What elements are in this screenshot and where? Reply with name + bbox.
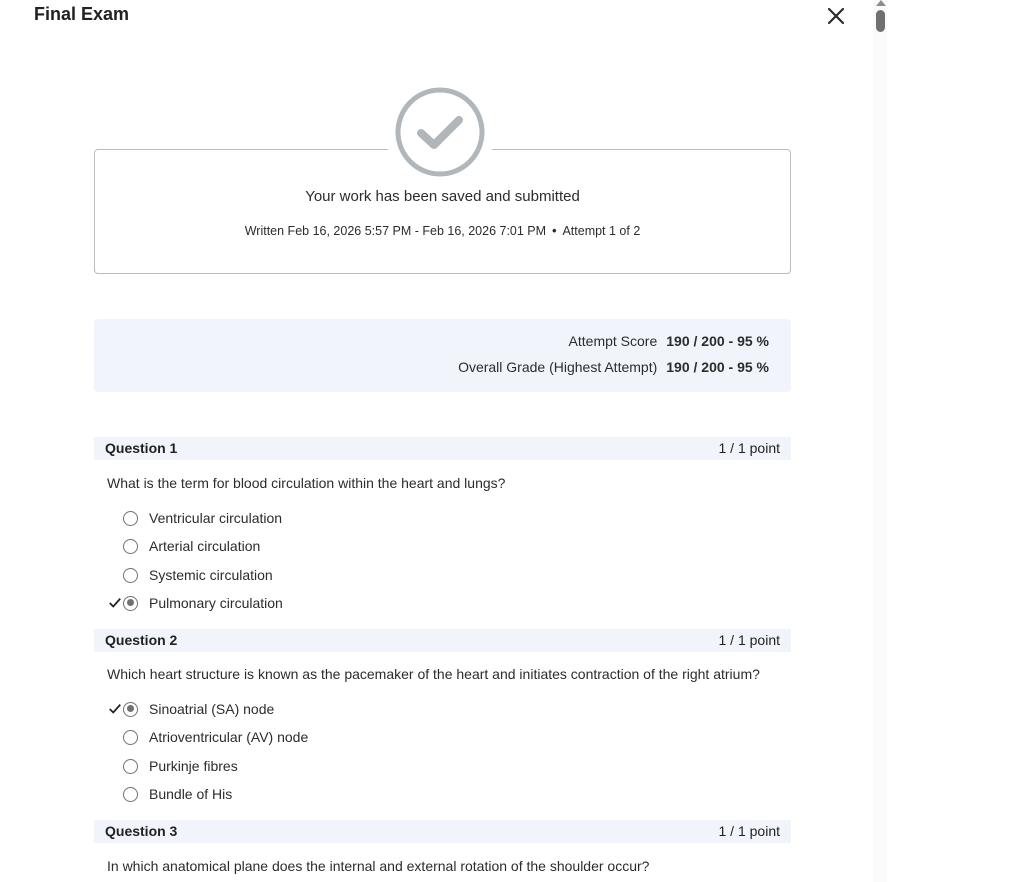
- question-points: 1 / 1 point: [718, 632, 780, 648]
- radio-icon[interactable]: [123, 568, 138, 583]
- question-text: What is the term for blood circulation within the heart and lungs?: [107, 475, 506, 491]
- answer-option[interactable]: [107, 508, 282, 528]
- radio-icon-selected[interactable]: [123, 702, 138, 717]
- question-text: Which heart structure is known as the pacemaker of the heart and initiates contraction of the right atrium?: [107, 666, 760, 682]
- question-points: 1 / 1 point: [718, 823, 780, 839]
- option-label: Pulmonary circulation: [149, 595, 283, 611]
- option-label: Systemic circulation: [149, 567, 273, 583]
- radio-icon[interactable]: [123, 539, 138, 554]
- attempt-count: Attempt 1 of 2: [562, 224, 641, 238]
- attempt-score-row: [569, 333, 769, 349]
- separator-dot: •: [552, 224, 557, 238]
- question-header: [94, 437, 791, 460]
- overall-grade-label: Overall Grade (Highest Attempt): [458, 359, 658, 375]
- question-text: In which anatomical plane does the internal and external rotation of the shoulder occur?: [107, 858, 650, 874]
- attempt-score-value: 190 / 200 - 95 %: [666, 333, 769, 349]
- question-points: 1 / 1 point: [718, 440, 780, 456]
- page-title: Final Exam: [34, 4, 130, 24]
- question-header: [94, 629, 791, 652]
- attempt-score-label: Attempt Score: [568, 333, 658, 349]
- option-label: Arterial circulation: [149, 538, 261, 554]
- answer-option[interactable]: [107, 699, 274, 719]
- question-title: Question 2: [105, 632, 178, 648]
- submitted-badge: [388, 84, 492, 180]
- submission-meta: [94, 224, 791, 238]
- close-icon: [824, 4, 848, 28]
- question-title: Question 1: [105, 440, 178, 456]
- radio-icon[interactable]: [123, 511, 138, 526]
- score-panel: [94, 319, 791, 392]
- overall-grade-value: 190 / 200 - 95 %: [666, 359, 769, 375]
- scroll-up-arrow-icon[interactable]: [876, 0, 886, 6]
- radio-icon[interactable]: [123, 730, 138, 745]
- overall-grade-row: [458, 359, 769, 375]
- check-circle-icon: [393, 85, 487, 179]
- option-label: Sinoatrial (SA) node: [149, 701, 275, 717]
- radio-icon[interactable]: [123, 759, 138, 774]
- radio-icon[interactable]: [123, 787, 138, 802]
- option-label: Bundle of His: [149, 786, 233, 802]
- answer-option[interactable]: [107, 727, 308, 747]
- radio-icon-selected[interactable]: [123, 596, 138, 611]
- option-label: Ventricular circulation: [149, 510, 283, 526]
- written-time: Written Feb 16, 2026 5:57 PM - Feb 16, 2026 7:01 PM: [244, 224, 547, 238]
- answer-option[interactable]: [107, 756, 238, 776]
- submission-message: Your work has been saved and submitted: [305, 188, 580, 205]
- question-header: [94, 820, 791, 843]
- question-title: Question 3: [105, 823, 178, 839]
- option-label: Atrioventricular (AV) node: [149, 729, 309, 745]
- close-button[interactable]: [824, 4, 848, 28]
- answer-option[interactable]: [107, 784, 232, 804]
- scrollbar-thumb[interactable]: [876, 10, 885, 32]
- answer-option[interactable]: [107, 536, 260, 556]
- answer-option[interactable]: [107, 565, 273, 585]
- answer-option[interactable]: [107, 593, 283, 613]
- checkmark-icon: [108, 596, 122, 610]
- checkmark-icon: [108, 702, 122, 716]
- scrollbar[interactable]: [873, 0, 887, 882]
- option-label: Purkinje fibres: [149, 758, 238, 774]
